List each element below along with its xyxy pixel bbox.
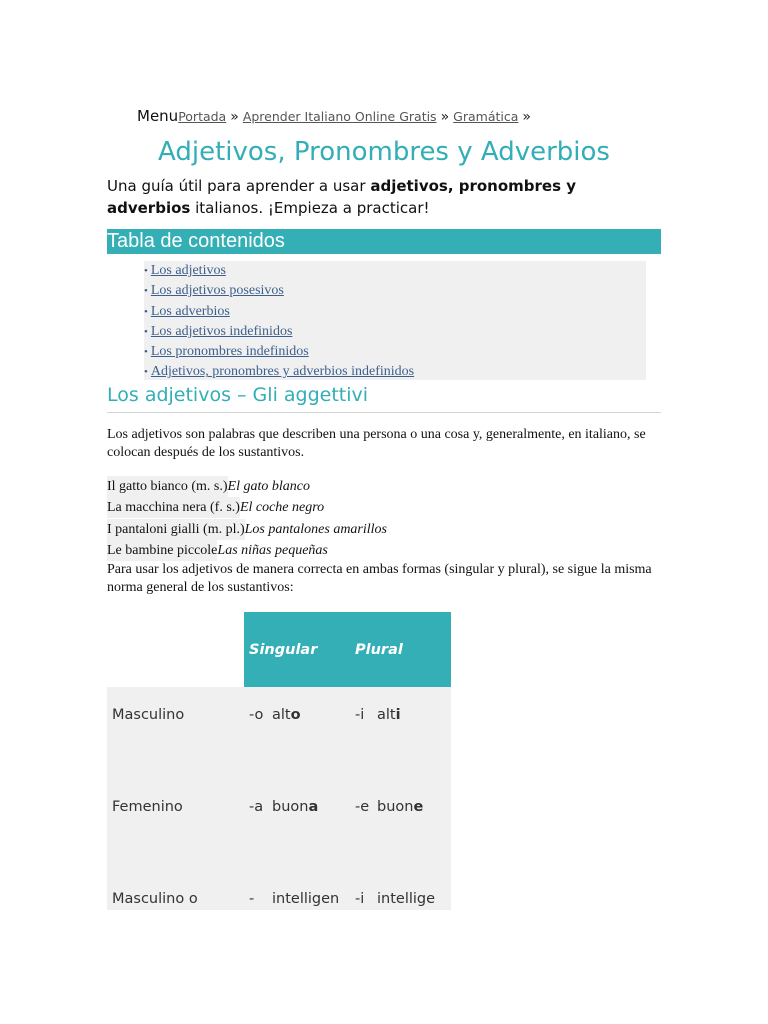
table-cell-label: Femenino — [107, 779, 244, 871]
table-cell-ending: -e — [350, 779, 377, 871]
paragraph: Para usar los adjetivos de manera correcta en ambas formas (singular y plural), se sigue la misma norma general de los sustantivos: — [107, 562, 652, 595]
breadcrumb-separator: » — [522, 109, 531, 125]
section-title: Los adjetivos – Gli aggettivi — [107, 384, 369, 406]
table-header-blank — [107, 612, 244, 687]
table-cell-example: intellige — [377, 871, 451, 910]
table-cell-label: Masculino — [107, 687, 244, 779]
table-cell-example: alti — [377, 687, 451, 779]
example-spanish: Los pantalones amarillos — [244, 521, 387, 537]
example-line — [107, 497, 387, 518]
example-italian: I pantaloni gialli (m. pl.) — [107, 519, 245, 540]
table-cell-ending: -a — [244, 779, 272, 871]
bullet-icon: • — [144, 305, 148, 318]
example-italian: Il gatto bianco (m. s.) — [107, 476, 228, 497]
table-header-row — [107, 612, 451, 687]
toc-item — [144, 261, 414, 281]
table-row — [107, 871, 451, 910]
toc-link-indefinidos[interactable]: Adjetivos, pronombres y adverbios indefinidos — [150, 364, 415, 380]
bullet-icon: • — [144, 285, 148, 298]
bullet-icon: • — [144, 325, 148, 338]
toc-item — [144, 322, 414, 342]
adjective-forms-table — [107, 612, 451, 910]
toc-item — [144, 302, 414, 322]
section-divider — [107, 412, 661, 413]
example-line — [107, 476, 387, 497]
table-cell-ending: -o — [244, 687, 272, 779]
breadcrumb — [137, 107, 535, 125]
example-spanish: El coche negro — [239, 500, 325, 516]
bullet-icon: • — [144, 346, 148, 359]
intro-text — [107, 175, 627, 219]
example-line — [107, 540, 387, 561]
example-spanish: Las niñas pequeñas — [217, 542, 328, 558]
bullet-icon: • — [144, 265, 148, 277]
intro-pre: Una guía útil para aprender a usar — [107, 177, 371, 195]
paragraph: Los adjetivos son palabras que describen una persona o una cosa y, generalmente, en italiano, se colocan después de los sustantivos. — [107, 427, 646, 460]
breadcrumb-link-gramatica[interactable]: Gramática — [453, 109, 519, 124]
toc-list — [144, 261, 414, 383]
table-cell-example: buone — [377, 779, 451, 871]
toc-link-adjetivos-posesivos[interactable]: Los adjetivos posesivos — [150, 283, 284, 299]
table-cell-ending: -i — [350, 871, 377, 910]
table-header-singular: Singular — [244, 612, 350, 687]
breadcrumb-separator: » — [440, 109, 450, 125]
breadcrumb-link-aprender[interactable]: Aprender Italiano Online Gratis — [242, 109, 437, 124]
intro-post: italianos. ¡Empieza a practicar! — [190, 199, 430, 217]
toc-item — [144, 342, 414, 362]
table-cell-label: Masculino o — [107, 871, 244, 910]
table-cell-ending: -i — [350, 687, 377, 779]
example-italian: Le bambine piccole — [107, 540, 217, 561]
toc-item — [144, 362, 414, 382]
toc-box — [144, 261, 646, 380]
table-header-plural: Plural — [350, 612, 451, 687]
toc-link-adjetivos-indefinidos[interactable]: Los adjetivos indefinidos — [150, 323, 293, 339]
toc-link-pronombres-indefinidos[interactable]: Los pronombres indefinidos — [150, 344, 309, 360]
menu-button[interactable]: Menu — [137, 107, 179, 125]
toc-item — [144, 281, 414, 301]
example-italian: La macchina nera (f. s.) — [107, 497, 240, 518]
intro-bold: adjetivos, pronombres y adverbios — [107, 177, 577, 217]
examples-list — [107, 476, 387, 561]
table-cell-example: intelligen — [272, 871, 350, 910]
table-row — [107, 687, 451, 779]
bullet-icon: • — [144, 366, 148, 379]
breadcrumb-separator: » — [230, 109, 239, 125]
toc-header: Tabla de contenidos — [107, 229, 661, 254]
example-line — [107, 519, 387, 540]
toc-link-adverbios[interactable]: Los adverbios — [150, 303, 230, 319]
table-cell-ending: - — [244, 871, 272, 910]
page-title: Adjetivos, Pronombres y Adverbios — [158, 137, 610, 167]
table-cell-example: buona — [272, 779, 350, 871]
toc-link-adjetivos[interactable]: Los adjetivos — [150, 263, 226, 278]
example-spanish: El gato blanco — [227, 479, 310, 494]
table-cell-example: alto — [272, 687, 350, 779]
breadcrumb-link-portada[interactable]: Portada — [178, 109, 227, 124]
table-row — [107, 779, 451, 871]
